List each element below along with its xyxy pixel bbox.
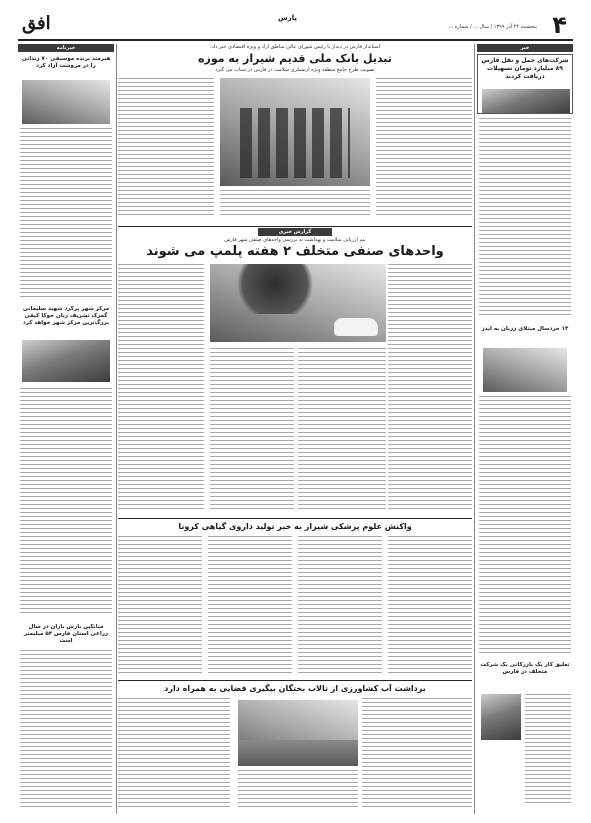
corona-story: [118, 518, 472, 678]
water-story-photo: [238, 700, 358, 766]
left-column: [18, 44, 114, 814]
right-story3-body: [525, 694, 571, 804]
main-story-label: گزارش خبری: [258, 228, 332, 236]
section-title: پارس: [278, 14, 297, 22]
main-story-body-col3: [210, 348, 294, 512]
water-story-headline: برداشت آب کشاورزی از تالاب بختگان بیگیری قضایی به همراه دارد: [164, 684, 426, 693]
corona-body-col1: [388, 536, 472, 674]
right-story1-body: [479, 118, 571, 318]
separator-right: [474, 44, 475, 814]
main-story-body-col2: [298, 348, 386, 512]
main-story-rule: [118, 226, 472, 227]
separator-left: [116, 44, 117, 814]
water-body-col1: [362, 698, 472, 810]
left-story1-body: [20, 128, 112, 298]
corona-body-col4: [118, 536, 202, 674]
right-story1-headline: شرکت‌های حمل و نقل فارس ۸۹ میلیارد تومان تسهیلات دریافت کردند: [481, 57, 569, 80]
right-story3-photo: [481, 694, 521, 740]
water-body-col3: [118, 698, 230, 810]
left-story2-photo: [22, 340, 110, 382]
corona-story-headline: واکنش علوم پزشکی شیراز به خبر تولید داروی گیاهی کرونا: [178, 522, 412, 531]
right-story2-headline: ۱۴ خردسال مبتلای ززبان به ایدز: [481, 326, 569, 332]
water-story-rule: [118, 680, 472, 681]
top-story: [118, 44, 472, 224]
main-story-photo: [210, 264, 386, 342]
right-column: [477, 44, 573, 814]
right-story2-body: [479, 396, 571, 656]
tree-shape: [230, 264, 320, 314]
lake-shape: [238, 740, 358, 766]
top-story-photo: [220, 78, 370, 186]
top-story-body-right: [376, 78, 472, 218]
top-story-kicker: استاندار فارس در دیدار با رئیس شورای عالی مناطق آزاد و ویژه اقتصادی خبر داد:: [209, 44, 381, 50]
top-story-body-left: [118, 78, 214, 218]
page-number: ۴: [552, 11, 567, 39]
masthead: [18, 12, 573, 42]
left-story3-body: [20, 650, 112, 810]
right-story1-box: [477, 54, 573, 114]
main-story-headline: واحدهای صنفی متخلف ۲ هفته پلمپ می شوند: [146, 244, 444, 259]
main-story: [118, 226, 472, 516]
logo: افق: [22, 13, 51, 34]
officials-group: [240, 108, 350, 178]
corona-body-col2: [298, 536, 382, 674]
date-line: پنجشنبه ۲۴ آذر ۱۳۹۹ / سال ... / شماره ...: [448, 24, 537, 30]
left-story2-body: [20, 388, 112, 614]
right-story2-photo: [483, 348, 567, 392]
water-story: [118, 680, 472, 814]
main-story-kicker: تیم ارزیابی سلامت و بهداشت به بررسی واحدهای صنفی شهر فارس: [224, 237, 366, 243]
left-story3-headline: میانگین بارش باران در سال زراعی استان فارس ۵۴ میلیمتر است: [23, 624, 109, 644]
masthead-rule: [18, 39, 573, 41]
water-body-col2: [238, 770, 358, 810]
corona-story-rule: [118, 518, 472, 519]
left-story1-photo: [22, 80, 110, 124]
main-story-body-col1: [388, 264, 472, 512]
car-shape: [334, 318, 378, 336]
left-column-label: خبرنامه: [18, 44, 114, 52]
top-story-headline: تبدیل بانک ملی قدیم شیراز به موزه: [198, 52, 392, 65]
top-story-subhead: تصویب طرح جامع منطقه ویژه ارتشکری سلامت در فارس در شتاب می گیرد: [215, 67, 375, 73]
top-story-caption: [220, 190, 370, 218]
main-story-body-col4: [118, 264, 204, 512]
right-story3-headline: تعلیق کار یک بازرگانی یک شرکت متخلف در فارس: [480, 662, 570, 675]
left-story2-headline: مرکز شهر پرگرد شهید سلیمانی گمرک تشریف زبان خوکا کیفی بزرگ‌ترین مرکز شهر خواهد کرد: [22, 306, 110, 326]
corona-body-col3: [208, 536, 292, 674]
left-story1-headline: هنرمند برنده موسیقی ۷۰ زندانی را در مروشت آزاد کرد: [21, 56, 111, 69]
right-story1-photo: [482, 89, 570, 113]
right-column-label: خبر: [477, 44, 573, 52]
